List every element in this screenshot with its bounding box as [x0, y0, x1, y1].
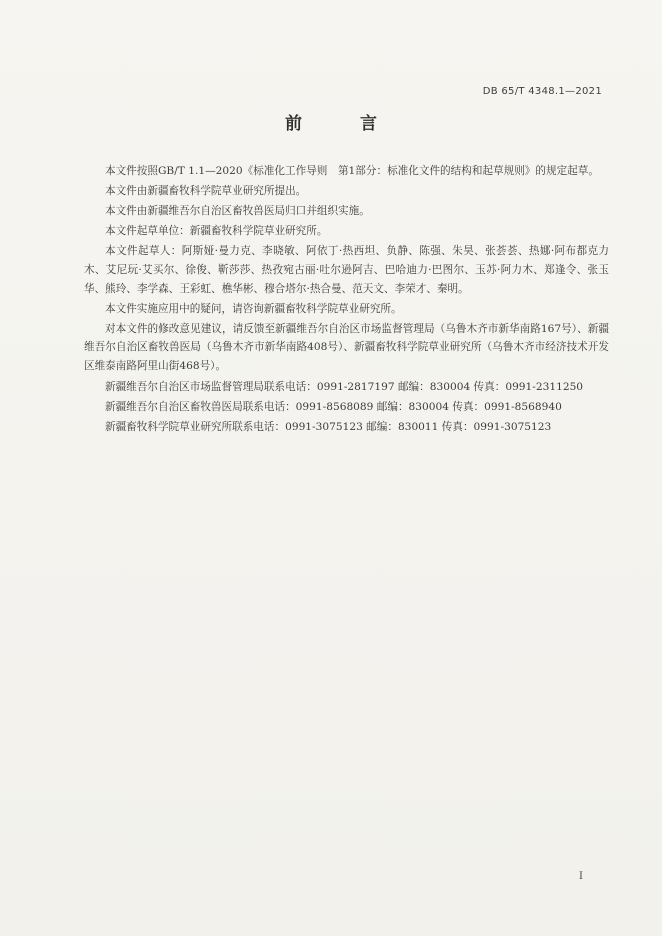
paragraph-administrator: 本文件由新疆维吾尔自治区畜牧兽医局归口并组织实施。 [105, 205, 370, 218]
contact-grassland-institute: 新疆畜牧科学院草业研究所联系电话：0991-3075123 邮编：830011 传真：0991-3075123 [105, 420, 552, 433]
paragraph-drafting-unit: 本文件起草单位：新疆畜牧科学院草业研究所。 [105, 225, 328, 238]
paragraph-drafting-rules: 本文件按照GB/T 1.1—2020《标准化工作导则 第1部分：标准化文件的结构和起草规则》的规定起草。 [105, 165, 599, 177]
page-number: I [579, 871, 583, 882]
paragraph-inquiries: 本文件实施应用中的疑问，请咨询新疆畜牧科学院草业研究所。 [105, 302, 402, 315]
contact-animal-husbandry: 新疆维吾尔自治区畜牧兽医局联系电话：0991-8568089 邮编：830004 传真：0991-8568940 [105, 400, 562, 413]
document-code: DB 65/T 4348.1—2021 [482, 86, 602, 97]
foreword-body [84, 162, 609, 438]
contact-market-supervision: 新疆维吾尔自治区市场监督管理局联系电话：0991-2817197 邮编：830004 传真：0991-2311250 [105, 380, 584, 393]
paragraph-feedback: 对本文件的修改意见建议，请反馈至新疆维吾尔自治区市场监督管理局（乌鲁木齐市新华南路167号）、新疆维吾尔自治区畜牧兽医局（乌鲁木齐市新华南路408号）、新疆畜牧科学院草业研究所（乌鲁木齐市经济技术开发区维泰南路阿里山街468号）。 [84, 322, 609, 372]
paragraph-proposer: 本文件由新疆畜牧科学院草业研究所提出。 [105, 185, 307, 198]
paragraph-drafters: 本文件起草人：阿斯娅·曼力克、李晓敏、阿依丁·热西坦、负静、陈强、朱昊、张荟荟、热娜·阿布都克力木、艾尼玩·艾买尔、徐俊、靳莎莎、热孜宛古丽·吐尔逊阿吉、巴哈迪力·巴图尔、玉苏·阿力木、郑逢令、张玉华、熊玲、李学森、王彩虹、樵华彬、穆合塔尔·热合曼、范天文、李荣才、秦明。 [84, 245, 609, 295]
page-title: 前 言 [285, 114, 403, 134]
